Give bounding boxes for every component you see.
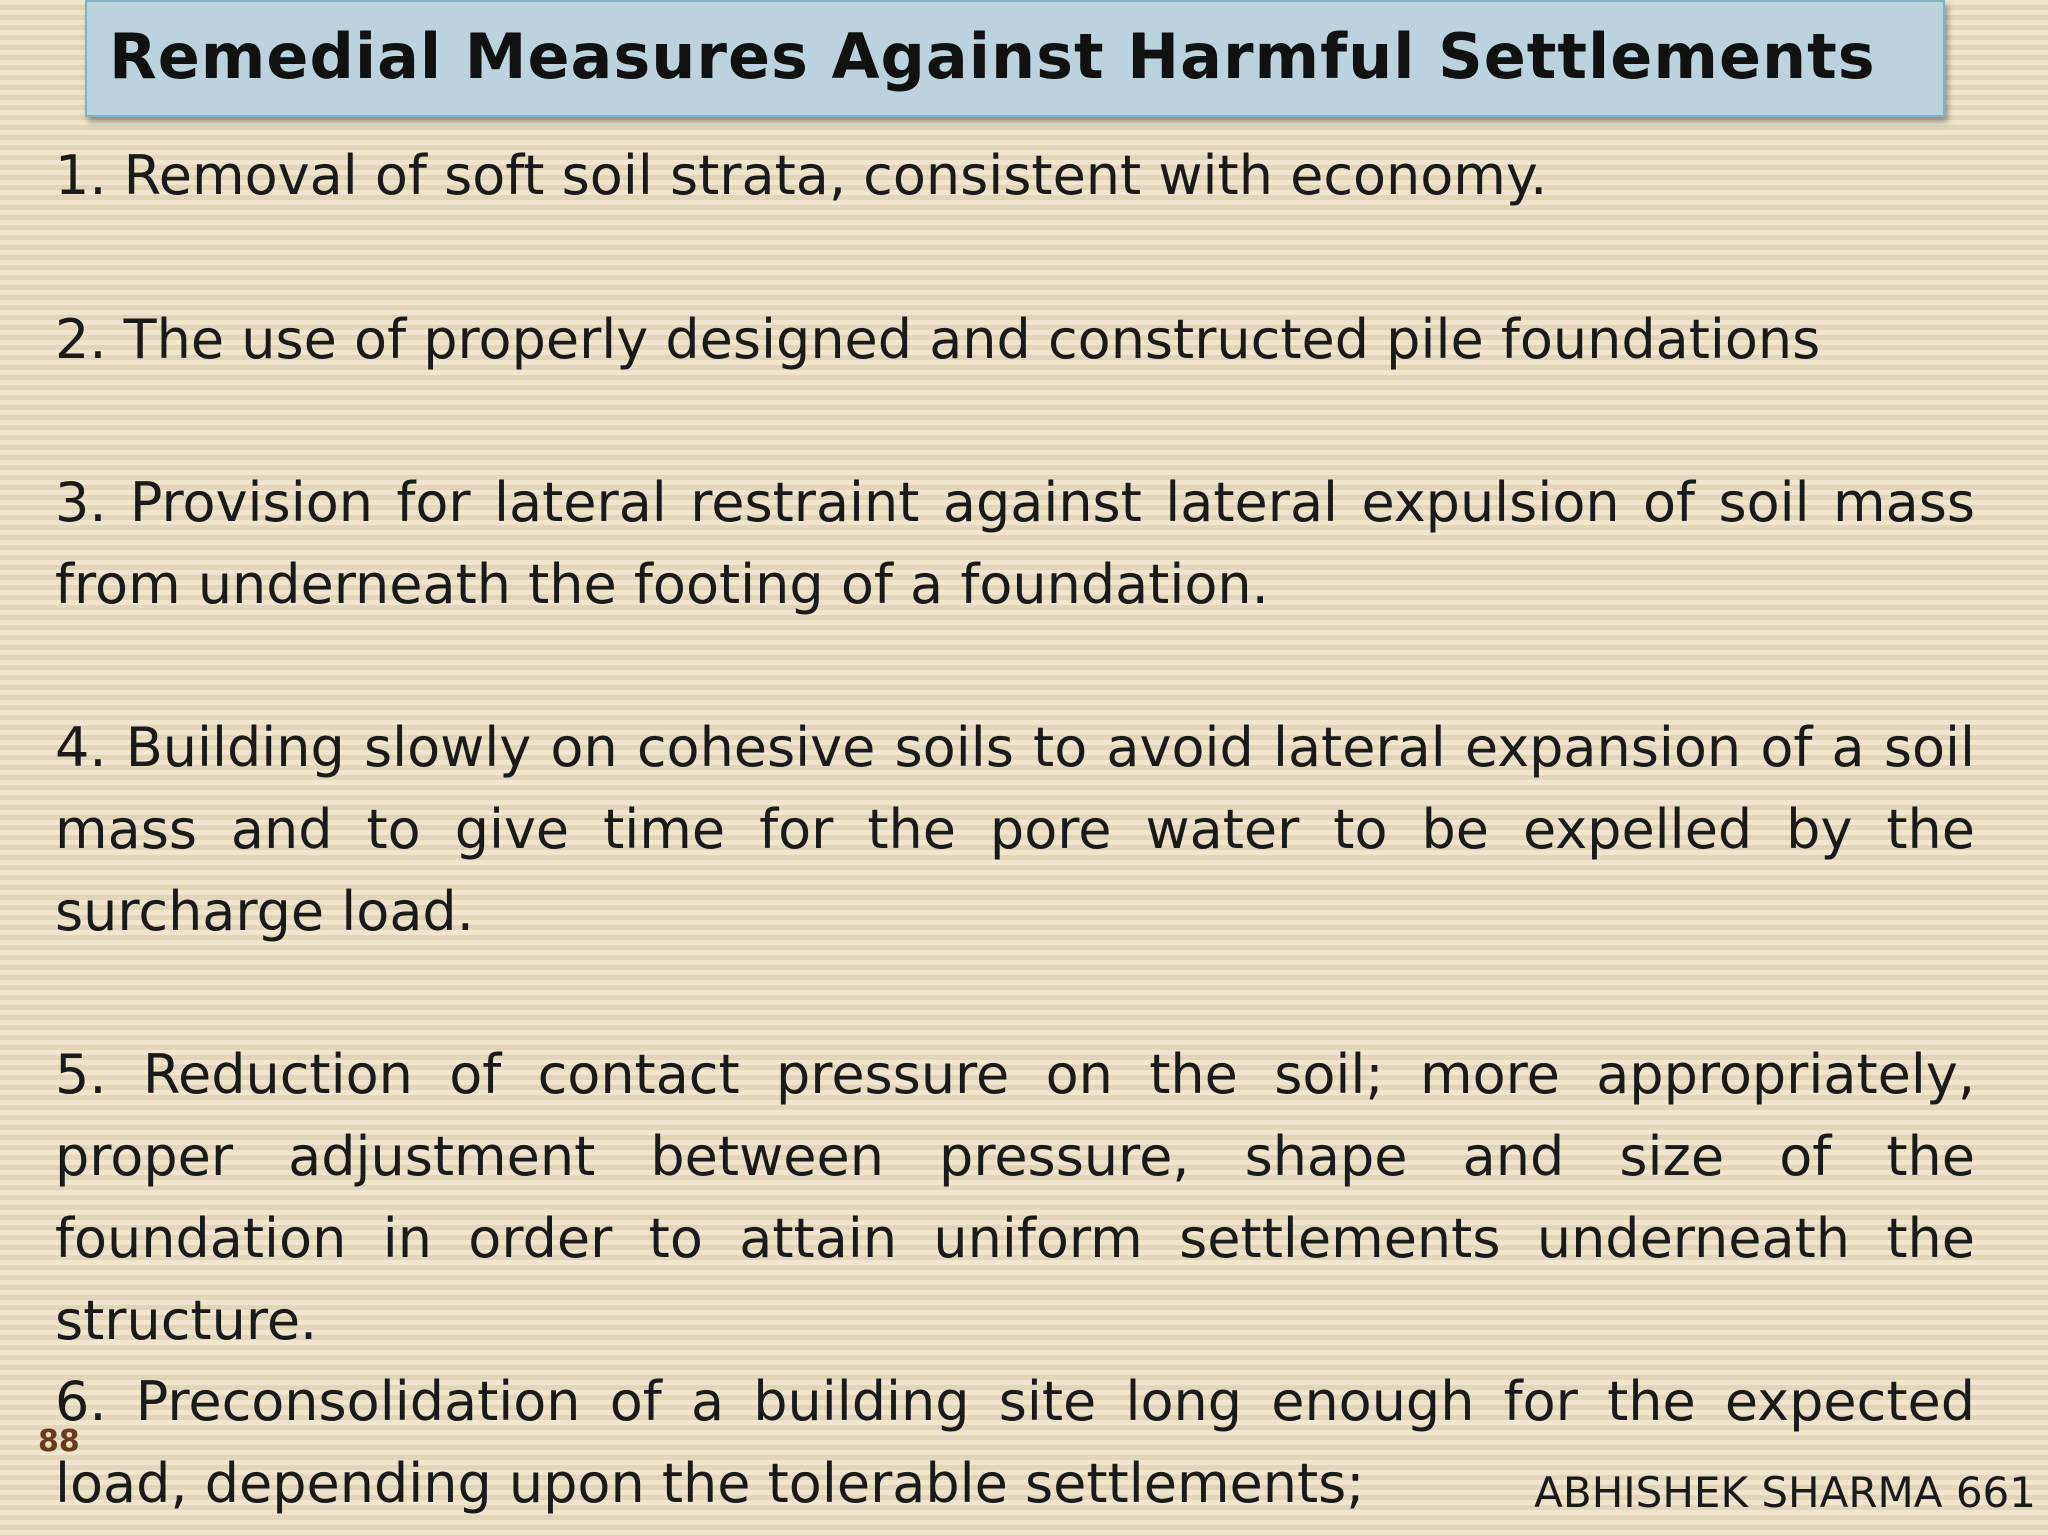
slide-title-box xyxy=(85,0,1945,117)
measure-item-6: 6. Preconsolidation of a building site long enough for the expected load, depending upon the tolerable settlements; xyxy=(55,1370,1975,1515)
page-number: 88 xyxy=(38,1424,80,1459)
measure-item-2: 2. The use of properly designed and constructed pile foundations xyxy=(55,308,1821,371)
measure-item-4: 4. Building slowly on cohesive soils to avoid lateral expansion of a soil mass and to give time for the pore water to be expelled by the surcharge load. xyxy=(55,716,1975,943)
author-footer: ABHISHEK SHARMA 661 xyxy=(1534,1468,2036,1517)
slide-title: Remedial Measures Against Harmful Settlements xyxy=(109,20,1876,93)
measure-item-1: 1. Removal of soft soil strata, consistent with economy. xyxy=(55,144,1548,207)
measure-item-3: 3. Provision for lateral restraint against lateral expulsion of soil mass from underneath the footing of a foundation. xyxy=(55,471,1975,616)
measure-item-5: 5. Reduction of contact pressure on the soil; more appropriately, proper adjustment between pressure, shape and size of the foundation in order to attain uniform settlements underneath the structure. xyxy=(55,1043,1975,1352)
